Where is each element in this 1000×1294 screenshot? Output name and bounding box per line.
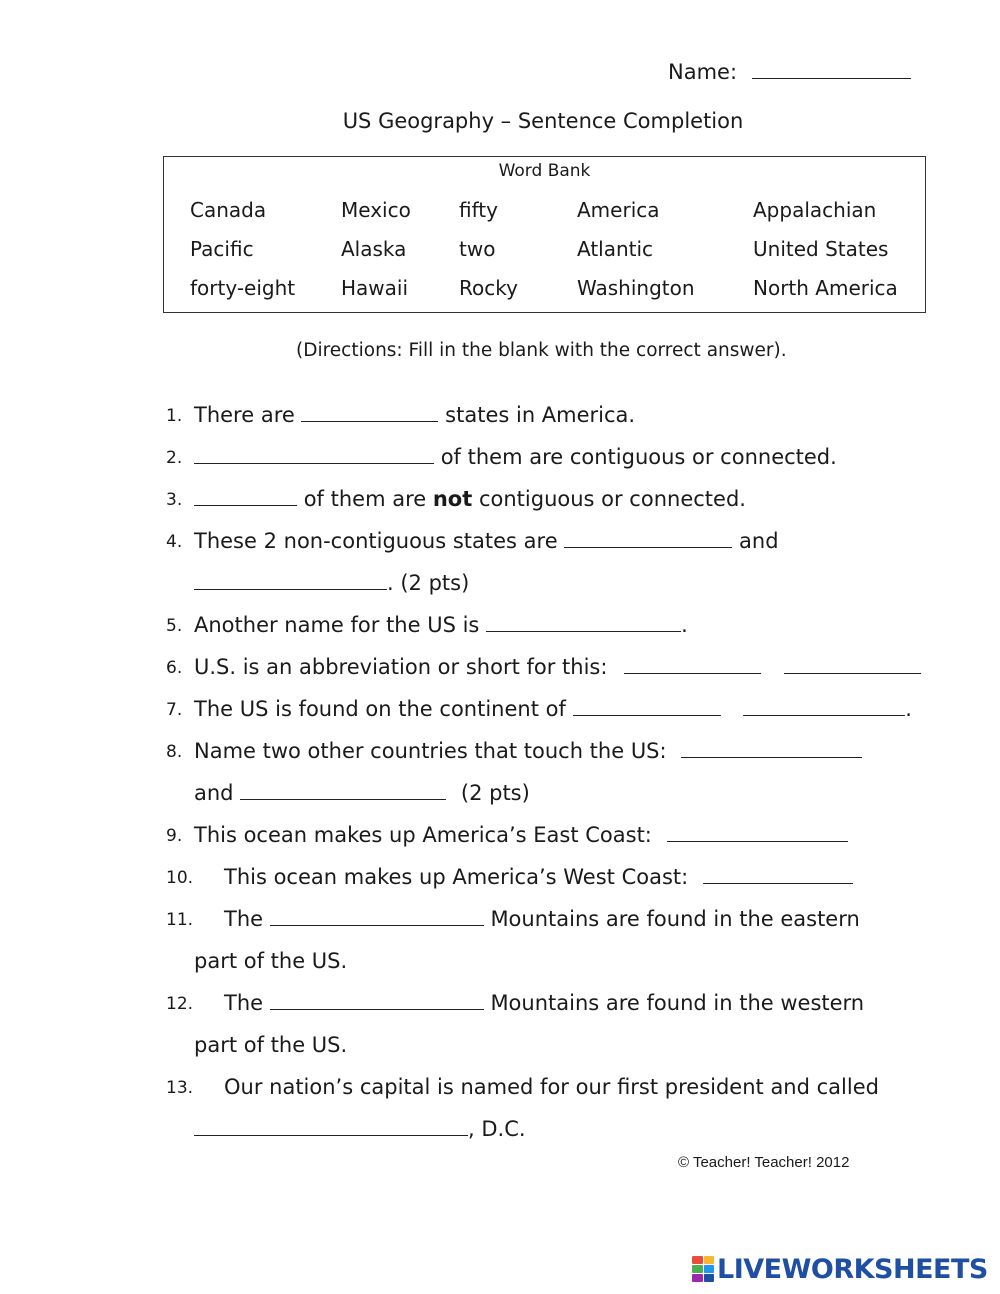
name-row (668, 60, 911, 84)
answer-blank[interactable] (240, 798, 446, 800)
emphasis-text: not (432, 487, 473, 511)
question-text: Another name for the US is (194, 613, 480, 637)
worksheet-title: US Geography – Sentence Completion (342, 109, 744, 133)
question-10 (224, 865, 853, 889)
directions: (Directions: Fill in the blank with the correct answer). (296, 340, 787, 361)
question-text: Mountains are found in the western (490, 991, 865, 1015)
question-number: 6. (166, 658, 183, 678)
question-12-continued: part of the US. (194, 1033, 348, 1057)
question-text: The US is found on the continent of (194, 697, 566, 721)
question-text: The (224, 907, 264, 931)
question-text: (2 pts) (460, 781, 530, 805)
answer-blank[interactable] (743, 714, 905, 716)
answer-blank[interactable] (194, 504, 297, 506)
question-number: 9. (166, 826, 183, 846)
question-text: This ocean makes up America’s West Coast: (224, 865, 689, 889)
question-text: and (739, 529, 779, 553)
question-text: There are (194, 403, 295, 427)
answer-blank[interactable] (270, 924, 484, 926)
logo-text: LIVEWORKSHEETS (717, 1253, 988, 1285)
question-text: Name two other countries that touch the US: (194, 739, 667, 763)
question-number: 2. (166, 448, 183, 468)
answer-blank[interactable] (194, 462, 434, 464)
word-bank-word: Hawaii (341, 276, 409, 300)
question-8 (194, 739, 862, 763)
question-number: 1. (166, 406, 183, 426)
word-bank-word: United States (753, 237, 889, 261)
question-text: of them are contiguous or connected. (440, 445, 837, 469)
answer-blank[interactable] (486, 630, 681, 632)
question-text: U.S. is an abbreviation or short for this: (194, 655, 608, 679)
question-text: Mountains are found in the eastern (490, 907, 860, 931)
question-4-continued (194, 571, 469, 595)
word-bank-word: fifty (459, 198, 498, 222)
question-7 (194, 697, 912, 721)
word-bank-word: two (459, 237, 496, 261)
question-number: 10. (166, 868, 194, 888)
word-bank-word: Alaska (341, 237, 407, 261)
answer-blank[interactable] (703, 882, 853, 884)
question-number: 11. (166, 910, 194, 930)
word-bank-word: Appalachian (753, 198, 877, 222)
question-number: 4. (166, 532, 183, 552)
word-bank-word: Washington (577, 276, 695, 300)
answer-blank[interactable] (301, 420, 438, 422)
word-bank-word: America (577, 198, 660, 222)
question-number: 13. (166, 1078, 194, 1098)
question-number: 3. (166, 490, 183, 510)
question-2 (194, 445, 837, 469)
word-bank-heading: Word Bank (498, 161, 591, 181)
question-5 (194, 613, 688, 637)
answer-blank[interactable] (573, 714, 721, 716)
question-3 (194, 487, 746, 511)
question-text: of them are (303, 487, 427, 511)
word-bank-word: North America (753, 276, 898, 300)
question-number: 7. (166, 700, 183, 720)
liveworksheets-logo[interactable] (692, 1252, 988, 1286)
answer-blank[interactable] (194, 1134, 468, 1136)
word-bank-word: Pacific (190, 237, 254, 261)
question-6 (194, 655, 921, 679)
name-blank[interactable] (752, 77, 911, 79)
word-bank-word: Mexico (341, 198, 411, 222)
answer-blank[interactable] (784, 672, 921, 674)
answer-blank[interactable] (681, 756, 862, 758)
question-text: and (194, 781, 234, 805)
question-13-continued (194, 1117, 526, 1141)
question-number: 8. (166, 742, 183, 762)
answer-blank[interactable] (194, 588, 387, 590)
logo-icon (692, 1256, 714, 1282)
word-bank-word: Rocky (459, 276, 518, 300)
word-bank-word: forty-eight (190, 276, 296, 300)
question-9 (194, 823, 848, 847)
question-4 (194, 529, 779, 553)
question-text: . (905, 697, 912, 721)
question-13: Our nation’s capital is named for our first president and called (224, 1075, 879, 1099)
question-text: This ocean makes up America’s East Coast: (194, 823, 652, 847)
answer-blank[interactable] (564, 546, 732, 548)
question-11-continued: part of the US. (194, 949, 348, 973)
word-bank (163, 156, 926, 313)
question-number: 5. (166, 616, 183, 636)
question-number: 12. (166, 994, 194, 1014)
word-bank-word: Canada (190, 198, 267, 222)
question-12 (224, 991, 864, 1015)
question-text: . (2 pts) (387, 571, 470, 595)
answer-blank[interactable] (667, 840, 848, 842)
question-1 (194, 403, 635, 427)
answer-blank[interactable] (270, 1008, 484, 1010)
question-11 (224, 907, 860, 931)
question-text: The (224, 991, 264, 1015)
answer-blank[interactable] (624, 672, 761, 674)
name-label: Name: (668, 60, 738, 84)
word-bank-word: Atlantic (577, 237, 654, 261)
question-text: contiguous or connected. (478, 487, 746, 511)
question-8-continued (194, 781, 530, 805)
question-text: These 2 non-contiguous states are (194, 529, 558, 553)
question-text: states in America. (445, 403, 636, 427)
question-text: , D.C. (468, 1117, 526, 1141)
copyright-text: © Teacher! Teacher! 2012 (678, 1154, 850, 1171)
question-text: . (681, 613, 688, 637)
